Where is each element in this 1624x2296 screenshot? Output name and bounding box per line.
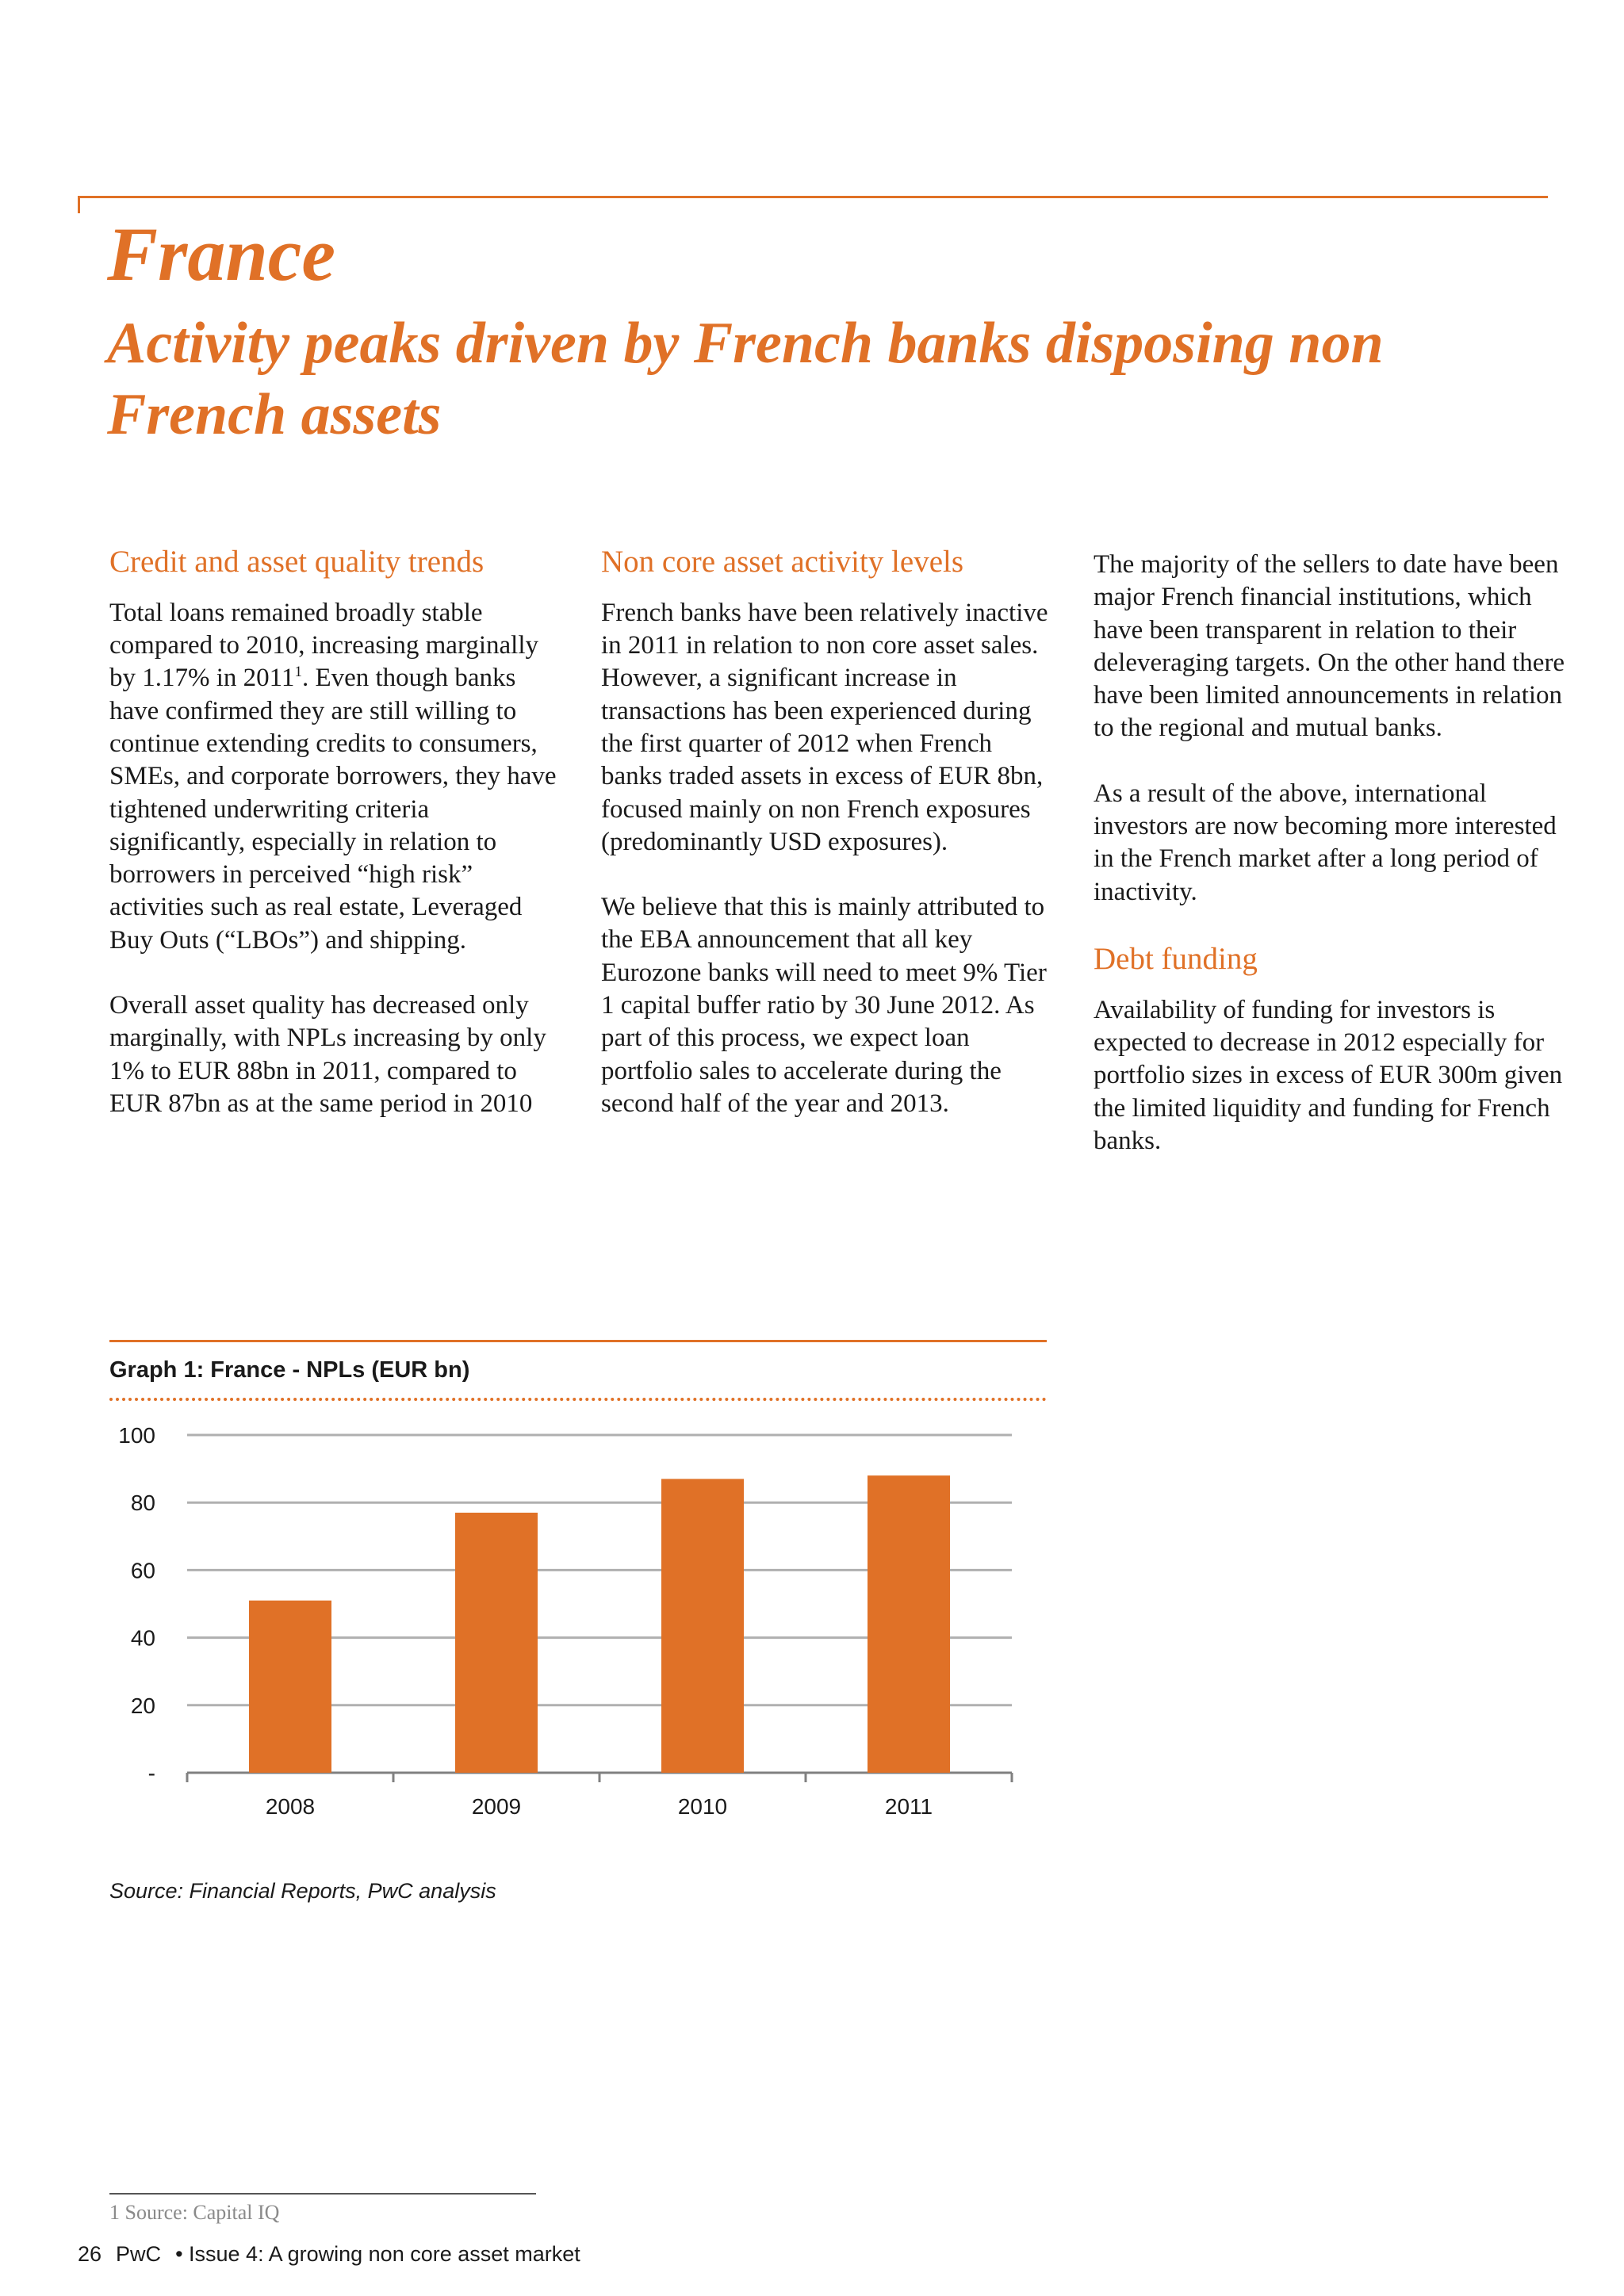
paragraph-text: . Even though banks have confirmed they are still willing to continue extending credits to consumers, SMEs, and corporate borrowers, they have tightened underwriting criteria significantly, especially in relation to borrowers in perceived “high risk” activities such as real estate, Leveraged Buy Outs (“LBOs”) and shipping.: [109, 664, 557, 955]
paragraph-non-core-1: French banks have been relatively inactive in 2011 in relation to non core asset sales. However, a significant increase in transactions has been experienced during the first quarter of 2012 when French banks traded assets in excess of EUR 8bn, focused mainly on non French exposures (predominantly USD exposures).: [601, 598, 1048, 856]
page-subtitle: Activity peaks driven by French banks disposing non French assets: [107, 311, 1384, 447]
y-tick-label: -: [147, 1761, 155, 1785]
x-tick-label: 2011: [884, 1794, 933, 1819]
paragraph-non-core-2: We believe that this is mainly attributed to the EBA announcement that all key Eurozone banks will need to meet 9% Tier 1 capital buffer ratio by 30 June 2012. As part of this process, we expect loan portfolio sales to accelerate during the second half of the year and 2013.: [601, 893, 1047, 1118]
y-tick-label: 20: [130, 1693, 155, 1718]
footnote-rule: [109, 2193, 536, 2195]
footnote-ref: 1: [294, 664, 302, 681]
paragraph-text: Total loans remained broadly stable compared to 2010, increasing marginally by 1.17% in 2011: [109, 598, 538, 693]
x-tick-label: 2009: [471, 1794, 522, 1819]
x-tick-label: 2008: [265, 1794, 316, 1819]
bar-2009: [455, 1513, 538, 1773]
footer-issue: • Issue 4: A growing non core asset market: [175, 2242, 580, 2266]
column-non-core-activity: [601, 544, 1057, 1153]
section-heading-credit: Credit and asset quality trends: [109, 545, 485, 579]
page-footer: [78, 2242, 595, 2267]
paragraph-investors: As a result of the above, international investors are now becoming more interested in the French market after a long period of inactivity.: [1094, 779, 1557, 906]
page-number: 26: [78, 2242, 102, 2266]
bar-2008: [249, 1601, 331, 1773]
y-tick-label: 80: [130, 1490, 155, 1516]
y-tick-label: 40: [130, 1625, 155, 1651]
paragraph-credit-2: Overall asset quality has decreased only marginally, with NPLs increasing by only 1% to EUR 88bn in 2011, compared to EUR 87bn as at the same period in 2010: [109, 991, 546, 1118]
graph-title: Graph 1: France - NPLs (EUR bn): [109, 1357, 470, 1383]
column-credit-quality: [109, 544, 565, 1153]
section-heading-non-core: Non core asset activity levels: [601, 545, 964, 579]
bar-2011: [868, 1475, 950, 1773]
footnote: 1 Source: Capital IQ: [109, 2201, 280, 2224]
graph-top-rule: [109, 1340, 1047, 1342]
paragraph-sellers: The majority of the sellers to date have been major French financial institutions, which have been transparent in relation to their deleveraging targets. On the other hand there have been limited announcements in relation to the regional and mutual banks.: [1094, 550, 1565, 743]
header-rule-tick: [78, 196, 80, 213]
x-tick-label: 2010: [677, 1794, 728, 1819]
paragraph-debt-funding: Availability of funding for investors is expected to decrease in 2012 especially for portfolio sizes in excess of EUR 300m given the limited liquidity and funding for French banks.: [1094, 995, 1563, 1155]
header-rule: [78, 196, 1548, 198]
page-title: France: [107, 212, 335, 297]
graph-dotted-divider: [109, 1398, 1047, 1401]
section-heading-debt-funding: Debt funding: [1094, 941, 1258, 976]
footer-brand: PwC: [116, 2242, 162, 2266]
graph-source: Source: Financial Reports, PwC analysis: [109, 1879, 496, 1903]
npl-bar-chart: [103, 1419, 1023, 1839]
paragraph-credit-1: [109, 597, 565, 957]
bar-2010: [661, 1479, 744, 1773]
y-tick-label: 100: [118, 1423, 155, 1448]
column-sellers-debt: [1094, 549, 1569, 1190]
y-tick-label: 60: [130, 1558, 155, 1583]
